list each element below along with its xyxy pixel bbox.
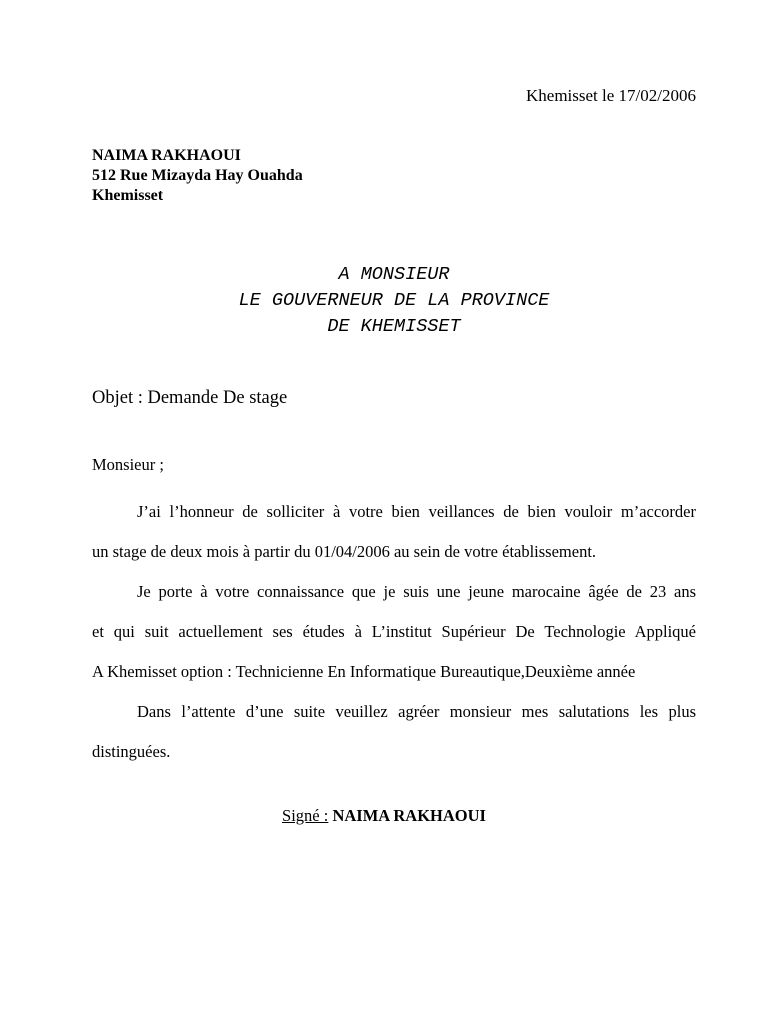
recipient-block [0, 262, 768, 340]
letter-date: Khemisset le 17/02/2006 [526, 86, 696, 105]
body-paragraph-1-line-1: J’ai l’honneur de solliciter à votre bien veillances de bien vouloir m’accorder [137, 502, 696, 521]
letter-subject: Objet : Demande De stage [92, 388, 288, 408]
signature-name: NAIMA RAKHAOUI [332, 806, 486, 825]
body-paragraph-3-line-1: Dans l’attente d’une suite veuillez agréer monsieur mes salutations les plus [137, 702, 696, 721]
body-paragraph-3-line-2: distinguées. [92, 742, 171, 761]
sender-name: NAIMA RAKHAOUI [92, 147, 241, 164]
sender-block [92, 146, 303, 206]
recipient-line-3: DE KHEMISSET [327, 316, 461, 337]
signature-block [0, 806, 768, 826]
signature-label: Signé : [282, 806, 329, 825]
body-paragraph-2-line-2: et qui suit actuellement ses études à L’institut Supérieur De Technologie Appliqué [92, 622, 696, 641]
sender-address: 512 Rue Mizayda Hay Ouahda [92, 167, 303, 184]
letter-body [92, 492, 696, 772]
body-paragraph-2-line-1: Je porte à votre connaissance que je suis une jeune marocaine âgée de 23 ans [137, 582, 696, 601]
sender-city: Khemisset [92, 187, 164, 204]
body-paragraph-1-line-2: un stage de deux mois à partir du 01/04/2006 au sein de votre établissement. [92, 542, 597, 561]
recipient-line-2: LE GOUVERNEUR DE LA PROVINCE [238, 290, 550, 311]
letter-salutation: Monsieur ; [92, 455, 164, 474]
body-paragraph-2-line-3: A Khemisset option : Technicienne En Informatique Bureautique,Deuxième année [92, 662, 636, 681]
recipient-line-1: A MONSIEUR [338, 264, 450, 285]
